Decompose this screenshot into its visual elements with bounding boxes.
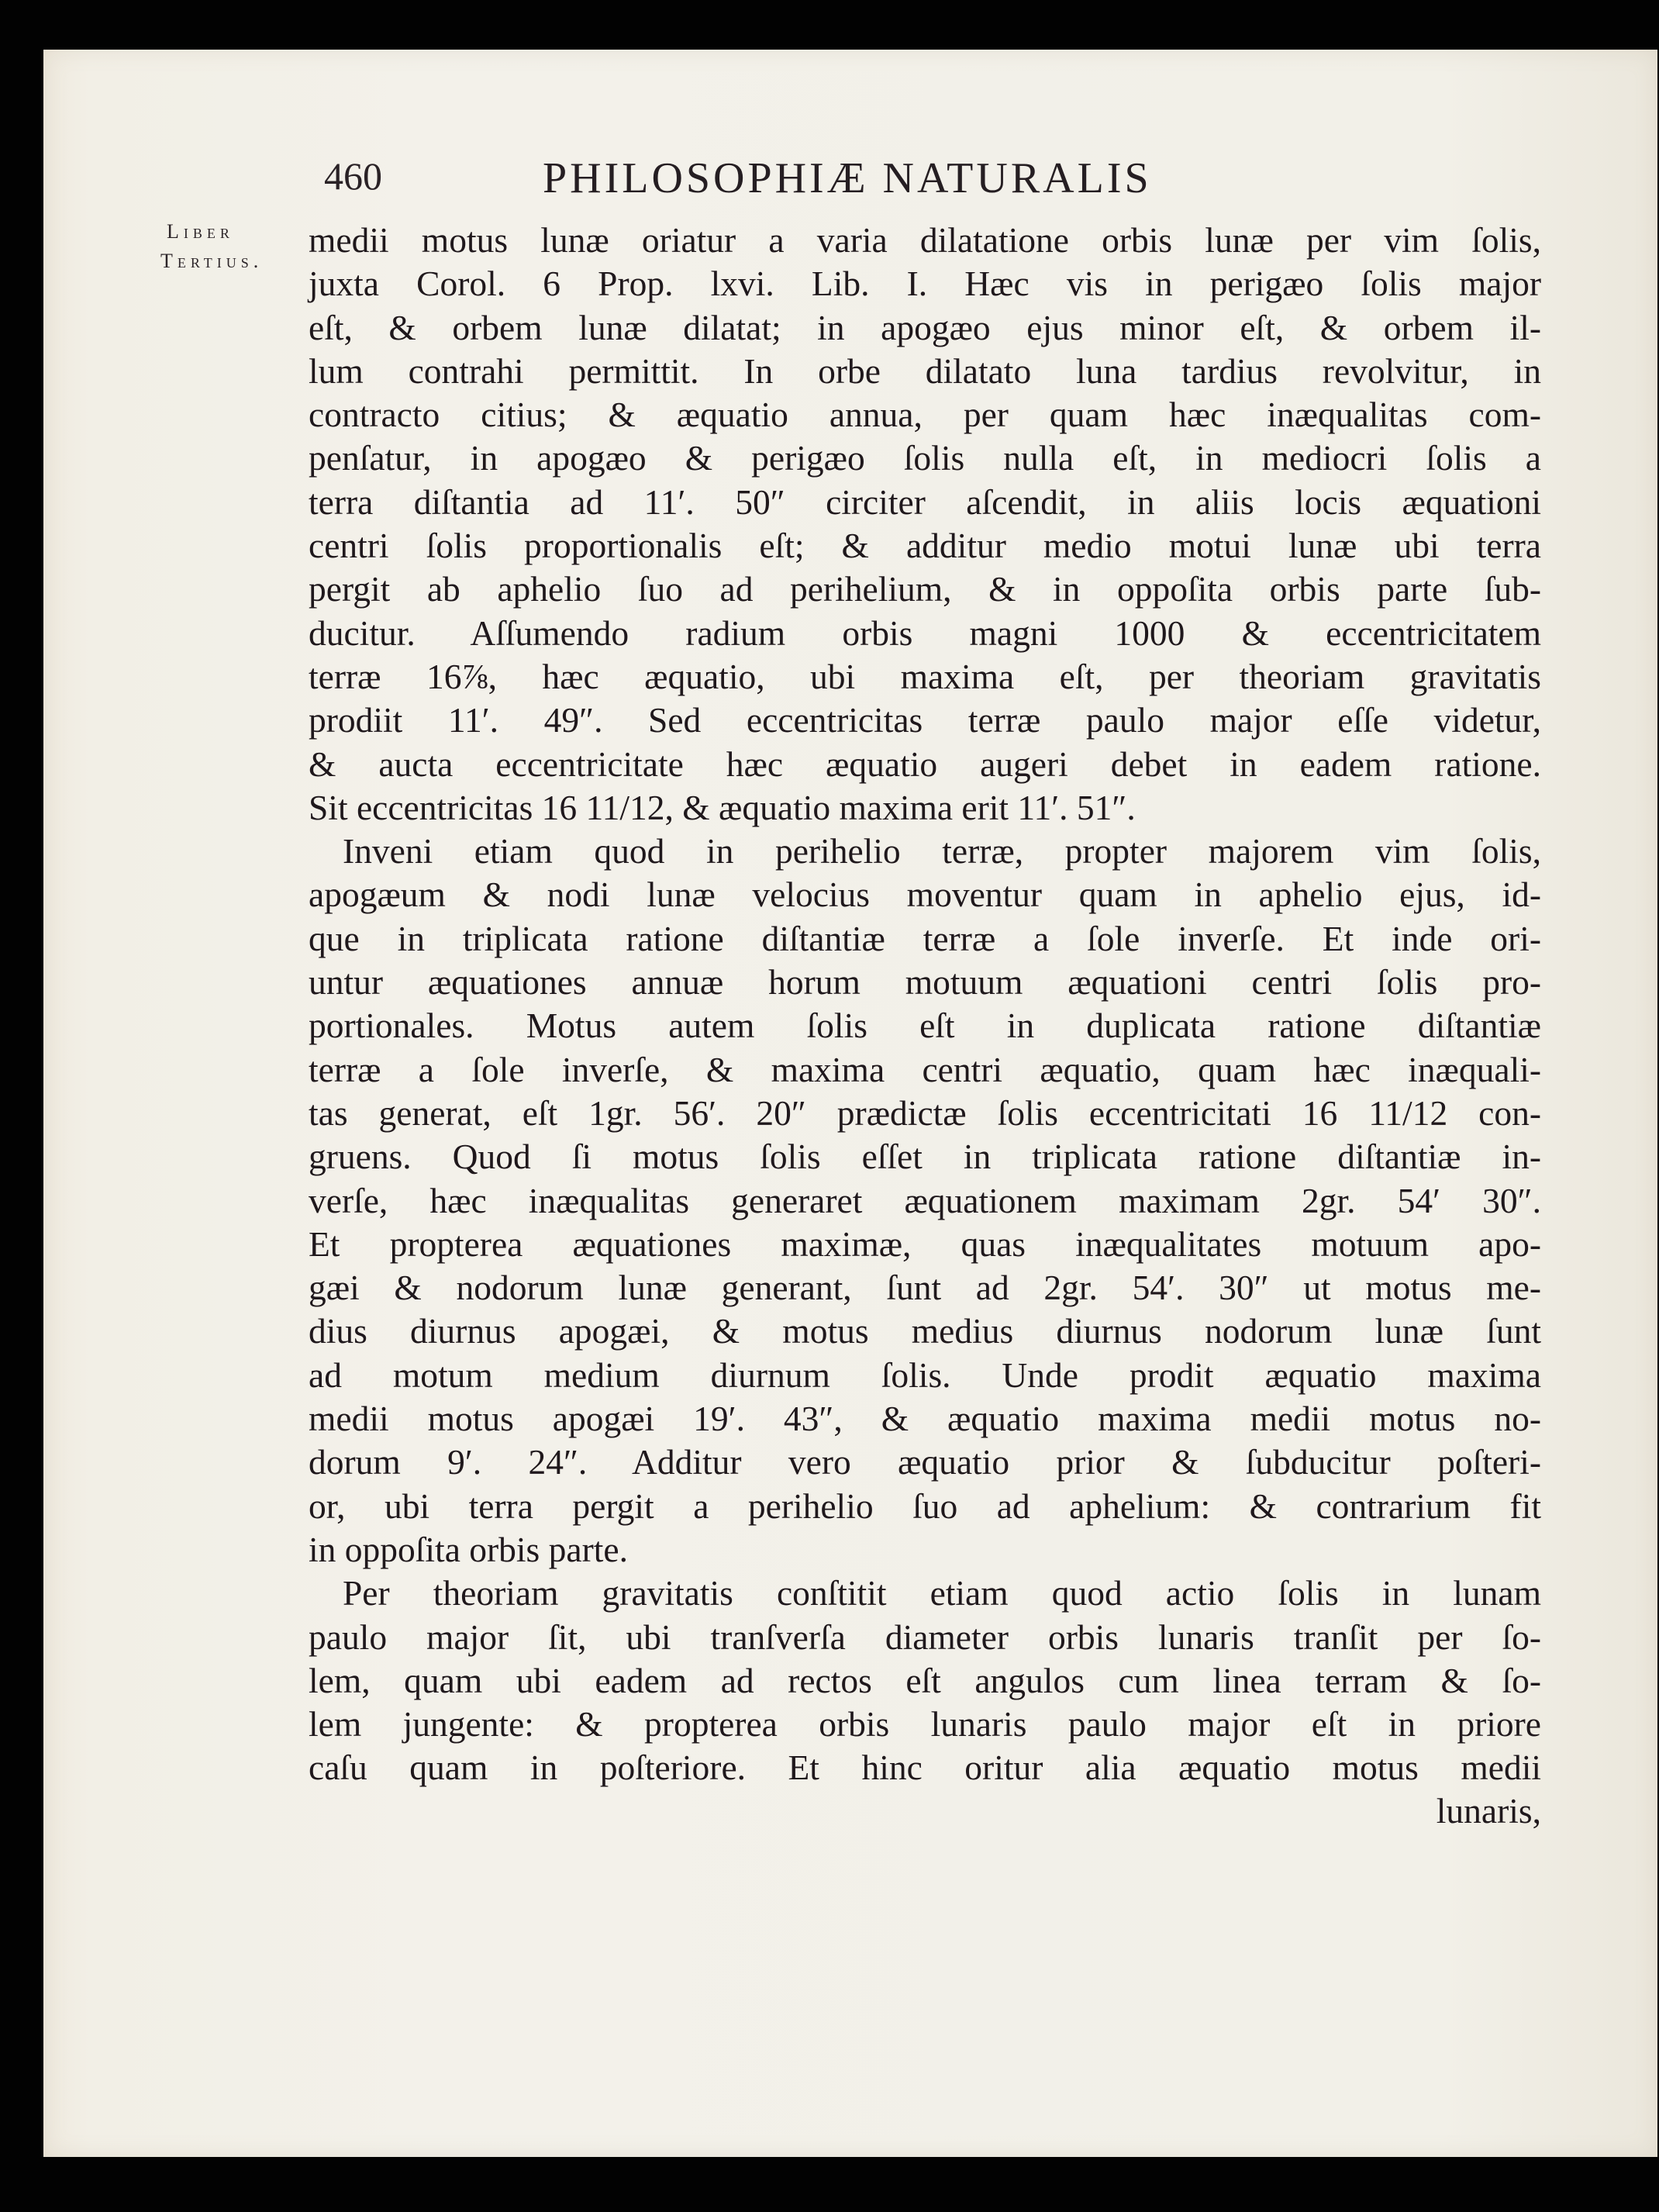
text-line: eſt, & orbem lunæ dilatat; in apogæo ejus minor eſt, & orbem il- <box>309 307 1541 347</box>
catchword: lunaris, <box>1436 1790 1541 1831</box>
text-line: ducitur. Aſſumendo radium orbis magni 1000 & eccentricitatem <box>309 613 1541 653</box>
marginal-note-line: Liber <box>167 220 234 243</box>
page-header <box>324 147 1533 209</box>
text-line: apogæum & nodi lunæ velocius moventur quam in aphelio ejus, id- <box>309 875 1541 915</box>
paragraph <box>309 219 1541 830</box>
text-line: Sit eccentricitas 16 11/12, & æquatio maxima erit 11′. 51″. <box>309 787 1136 827</box>
paragraph <box>309 830 1541 1572</box>
text-line: centri ſolis proportionalis eſt; & additur medio motui lunæ ubi terra <box>309 526 1541 566</box>
text-line: gæi & nodorum lunæ generant, ſunt ad 2gr. 54′. 30″ ut motus me- <box>309 1268 1541 1308</box>
text-line: Et propterea æquationes maximæ, quas inæqualitates motuum apo- <box>309 1223 1541 1264</box>
text-line: paulo major ſit, ubi tranſverſa diameter orbis lunaris tranſit per ſo- <box>309 1617 1541 1657</box>
running-title: PHILOSOPHIÆ NATURALIS <box>543 154 1152 202</box>
text-line: lem, quam ubi eadem ad rectos eſt angulos cum linea terram & ſo- <box>309 1660 1541 1700</box>
text-line: Inveni etiam quod in perihelio terræ, propter majorem vim ſolis, <box>343 831 1541 871</box>
text-line: or, ubi terra pergit a perihelio ſuo ad aphelium: & contrarium fit <box>309 1486 1541 1526</box>
text-line: lum contrahi permittit. In orbe dilatato luna tardius revolvitur, in <box>309 350 1541 391</box>
text-line: verſe, hæc inæqualitas generaret æquationem maximam 2gr. 54′ 30″. <box>309 1180 1541 1220</box>
text-line: juxta Corol. 6 Prop. lxvi. Lib. I. Hæc vis in perigæo ſolis major <box>309 264 1541 304</box>
text-line: in oppoſita orbis parte. <box>309 1529 628 1569</box>
text-line: portionales. Motus autem ſolis eſt in duplicata ratione diſtantiæ <box>309 1006 1541 1046</box>
text-line: terræ a ſole inverſe, & maxima centri æquatio, quam hæc inæquali- <box>309 1049 1541 1089</box>
text-line: Per theoriam gravitatis conſtitit etiam quod actio ſolis in lunam <box>343 1573 1541 1613</box>
text-line: medii motus apogæi 19′. 43″, & æquatio maxima medii motus no- <box>309 1399 1541 1439</box>
text-line: pergit ab aphelio ſuo ad perihelium, & in oppoſita orbis parte ſub- <box>309 569 1541 609</box>
text-line: dius diurnus apogæi, & motus medius diurnus nodorum lunæ ſunt <box>309 1311 1541 1351</box>
text-line: & aucta eccentricitate hæc æquatio augeri debet in eadem ratione. <box>309 744 1541 784</box>
text-line: medii motus lunæ oriatur a varia dilatatione orbis lunæ per vim ſolis, <box>309 220 1541 260</box>
text-line: contracto citius; & æquatio annua, per quam hæc inæqualitas com- <box>309 395 1541 435</box>
text-line: terra diſtantia ad 11′. 50″ circiter aſcendit, in aliis locis æquationi <box>309 481 1541 522</box>
text-line: untur æquationes annuæ horum motuum æquationi centri ſolis pro- <box>309 962 1541 1002</box>
text-line: ad motum medium diurnum ſolis. Unde prodit æquatio maxima <box>309 1354 1541 1395</box>
marginal-note <box>160 217 264 276</box>
text-line: caſu quam in poſteriore. Et hinc oritur alia æquatio motus medii <box>309 1748 1541 1788</box>
text-line: gruens. Quod ſi motus ſolis eſſet in triplicata ratione diſtantiæ in- <box>309 1137 1541 1177</box>
text-line: prodiit 11′. 49″. Sed eccentricitas terræ paulo major eſſe videtur, <box>309 700 1541 740</box>
text-line: dorum 9′. 24″. Additur vero æquatio prior & ſubducitur poſteri- <box>309 1442 1541 1482</box>
text-line: que in triplicata ratione diſtantiæ terræ a ſole inverſe. Et inde ori- <box>309 918 1541 958</box>
marginal-note-line: Tertius. <box>160 250 264 272</box>
paragraph <box>309 1572 1541 1789</box>
page-number: 460 <box>324 154 382 198</box>
text-line: tas generat, eſt 1gr. 56′. 20″ prædictæ ſolis eccentricitati 16 11/12 con- <box>309 1092 1541 1133</box>
body-text <box>309 219 1541 1790</box>
text-line: penſatur, in apogæo & perigæo ſolis nulla eſt, in mediocri ſolis a <box>309 438 1541 478</box>
text-line: lem jungente: & propterea orbis lunaris paulo major eſt in priore <box>309 1704 1541 1744</box>
text-line: terræ 16⅞, hæc æquatio, ubi maxima eſt, per theoriam gravitatis <box>309 656 1541 696</box>
